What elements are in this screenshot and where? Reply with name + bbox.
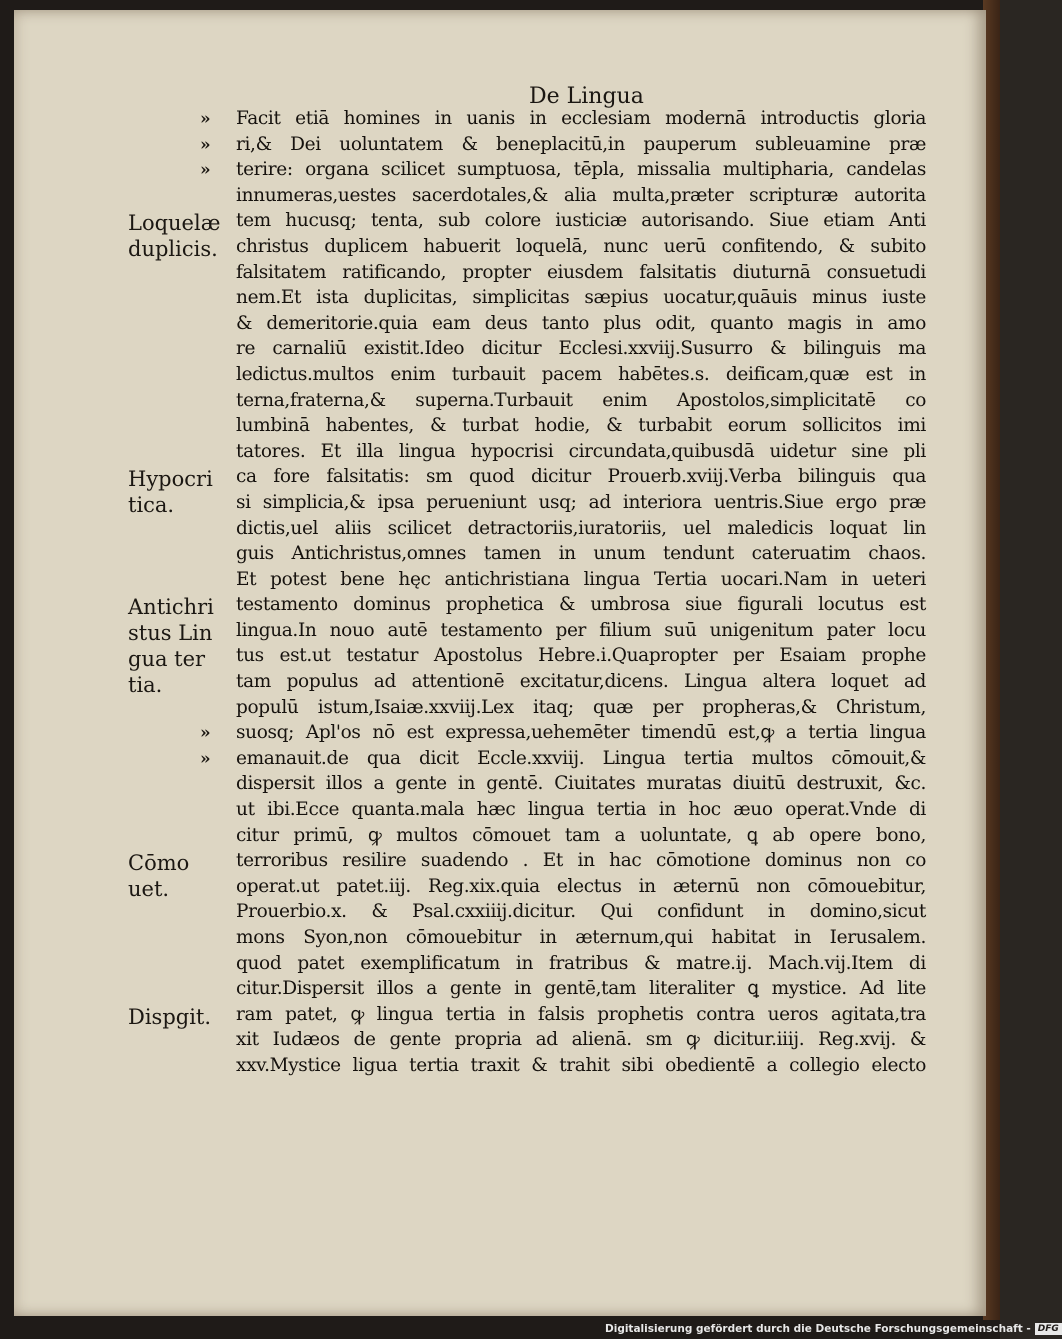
text-line: Facit etiā homines in uanis in ecclesiam modernā introductis gloria: [236, 108, 926, 129]
text-line: dispersit illos a gente in gentē. Ciuitates muratas diuitū destruxit, &c.: [236, 773, 926, 795]
running-head: De Lingua: [529, 84, 644, 109]
text-line: citur primū, ꝙ multos cōmouet tam a uoluntate, ꝗ ab opere bono,: [236, 824, 926, 846]
text-line: Prouerbio.x. & Psal.cxxiiij.dicitur. Qui confidunt in domino,sicut: [236, 901, 926, 923]
text-line: christus duplicem habuerit loquelā, nunc uerū confitendo, & subito: [236, 235, 926, 257]
quote-marker: »: [200, 109, 211, 129]
text-line: terire: organa scilicet sumptuosa, tēpla, missalia multipharia, candelas: [236, 159, 926, 181]
footer-credit: Digitalisierung gefördert durch die Deutsche Forschungsgemeinschaft -: [605, 1323, 1031, 1335]
text-line: operat.ut patet.iij. Reg.xix.quia electus in æternū non cōmouebitur,: [236, 875, 926, 897]
text-line: testamento dominus prophetica & umbrosa siue figurali locutus est: [236, 594, 926, 616]
text-line: ri,& Dei uoluntatem & beneplacitū,in pauperum subleuamine præ: [236, 133, 926, 155]
body-text: [236, 106, 926, 1079]
text-line: nem.Et ista duplicitas, simplicitas sæpius uocatur,quāuis minus iuste: [236, 287, 926, 309]
margin-note: Dispgit.: [128, 1005, 212, 1029]
text-line: & demeritorie.quia eam deus tanto plus odit, quanto magis in amo: [236, 312, 926, 334]
text-line: Et potest bene hęc antichristiana lingua Tertia uocari.Nam in ueteri: [236, 568, 926, 590]
text-line: emanauit.de qua dicit Eccle.xxviij. Lingua tertia multos cōmouit,&: [236, 747, 926, 769]
margin-note: Cōmo uet.: [128, 851, 190, 902]
text-line: lumbinā habentes, & turbat hodie, & turbabit eorum sollicitos imi: [236, 415, 926, 437]
text-line: re carnaliū existit.Ideo dicitur Ecclesi.xxviij.Susurro & bilinguis ma: [236, 338, 926, 360]
text-line: tam populus ad attentionē excitatur,dicens. Lingua altera loquet ad: [236, 671, 926, 693]
text-line: populū istum,Isaiæ.xxviij.Lex itaq; quæ per propheras,& Christum,: [236, 696, 926, 718]
text-line: tem hucusq; tenta, sub colore iusticiæ autorisando. Siue etiam Anti: [236, 210, 926, 232]
quote-marker: »: [200, 160, 211, 181]
margin-note: Hypocri tica.: [128, 467, 213, 518]
text-line: terroribus resilire suadendo . Et in hac cōmotione dominus non co: [236, 850, 926, 872]
text-line: citur.Dispersit illos a gente in gentē,tam literaliter ꝗ mystice. Ad lite: [236, 978, 926, 1000]
quote-marker: »: [200, 723, 211, 744]
text-line: ram patet, ꝙ lingua tertia in falsis prophetis contra ueros agitata,tra: [236, 1003, 926, 1025]
text-line: ledictus.multos enim turbauit pacem habētes.s. deificam,quæ est in: [236, 363, 926, 385]
text-line: xit Iudæos de gente propria ad alienā. sm ꝙ dicitur.iiij. Reg.xvij. &: [236, 1029, 926, 1051]
text-line: innumeras,uestes sacerdotales,& alia multa,præter scripturæ autorita: [236, 184, 926, 206]
text-line: xxv.Mystice ligua tertia traxit & trahit sibi obedientē a collegio electo: [236, 1054, 926, 1076]
text-line: lingua.In nouo autē testamento per filium suū unigenitum pater locu: [236, 619, 926, 641]
text-line: tus est.ut testatur Apostolus Hebre.i.Quapropter per Esaiam prophe: [236, 645, 926, 667]
margin-note: Antichri stus Lin gua ter tia.: [128, 595, 214, 698]
text-line: guis Antichristus,omnes tamen in unum tendunt cateruatim chaos.: [236, 543, 926, 565]
text-line: dictis,uel aliis scilicet detractoriis,iuratoriis, uel maledicis loquat lin: [236, 517, 926, 539]
text-line: ca fore falsitatis: sm quod dicitur Prouerb.xviij.Verba bilinguis qua: [236, 466, 926, 488]
dfg-logo-icon: DFG: [1035, 1323, 1062, 1335]
text-line: si simplicia,& ipsa perueniunt usq; ad interiora uentris.Siue ergo præ: [236, 491, 926, 513]
text-line: terna,fraterna,& superna.Turbauit enim Apostolos,simplicitatē co: [236, 389, 926, 411]
text-line: falsitatem ratificando, propter eiusdem falsitatis diuturnā consuetudi: [236, 261, 926, 283]
quote-marker: »: [200, 134, 211, 155]
quote-marker: »: [200, 749, 211, 769]
margin-note: Loquelæ duplicis.: [128, 211, 221, 262]
text-line: ut ibi.Ecce quanta.mala hæc lingua tertia in hoc æuo operat.Vnde di: [236, 799, 926, 821]
text-line: mons Syon,non cōmouebitur in æternum,qui habitat in Ierusalem.: [236, 927, 926, 948]
text-line: quod patet exemplificatum in fratribus & matre.ij. Mach.vij.Item di: [236, 952, 926, 974]
text-line: suosq; Apl'os nō est expressa,uehemēter timendū est,ꝙ a tertia lingua: [236, 722, 926, 744]
footer: [605, 1321, 1062, 1337]
text-line: tatores. Et illa lingua hypocrisi circundata,quibusdā uidetur sine pli: [236, 440, 926, 462]
